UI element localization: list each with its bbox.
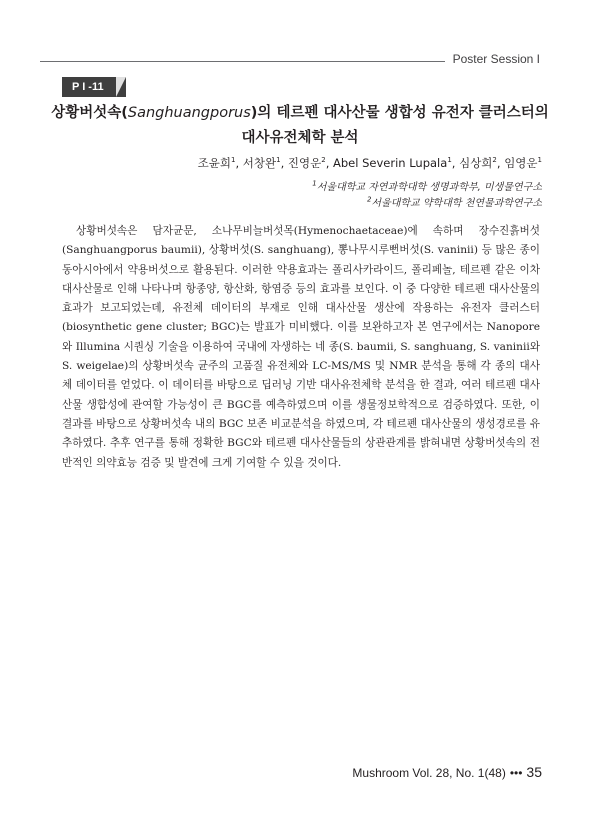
page-footer bbox=[352, 764, 542, 780]
author-name: 진영운 bbox=[287, 156, 322, 170]
author-name: 임영운 bbox=[504, 156, 538, 170]
affiliation-text: 서울대학교 자연과학대학 생명과학부, 미생물연구소 bbox=[316, 182, 542, 193]
author-name: 조윤희 bbox=[197, 156, 231, 170]
author-affiliation-mark: 2 bbox=[321, 156, 326, 165]
author-affiliation-mark: 1 bbox=[231, 156, 236, 165]
author-affiliation-mark: 1 bbox=[447, 156, 452, 165]
session-label: Poster Session I bbox=[452, 52, 540, 66]
paper-title bbox=[40, 101, 560, 151]
author-affiliation-mark: 1 bbox=[537, 156, 542, 165]
author-affiliation-mark: 2 bbox=[492, 156, 497, 165]
author-name: 서창완 bbox=[242, 156, 277, 170]
affiliation-mark: 1 bbox=[312, 179, 317, 188]
affiliation-1 bbox=[312, 178, 542, 193]
title-prefix: 상황버섯속( bbox=[51, 105, 128, 121]
poster-id-tab-fold bbox=[116, 77, 126, 97]
title-genus: Sanghuangporus bbox=[127, 105, 251, 121]
abstract-body: 상황버섯속은 담자균문, 소나무비늘버섯목(Hymenochaetaceae)에 속하며 장수진흙버섯(Sanghuangporus baumii), 상황버섯(S. sanghuang), 뽕나무시루뻔버섯(S. vaninii) 등 많은 종이 동아시아에서 약용버섯으로 활용된다. 이러한 약용효과는 폴리사카라이드, 폴리페놀, 테르펜 같은 이차 대사산물로 인해 나타나며 항종양, 항산화, 항염증 등의 효과를 보인다. 이 중 다양한 테르펜 대사산물의 효과가 보고되었는데, 유전체 데이터의 부재로 인해 대사산물 생산에 작용하는 유전자 클러스터(biosynthetic gene cluster; BGC)는 발표가 미비했다. 이를 보완하고자 본 연구에서는 Nanopore와 Illumina 시퀀싱 기술을 이용하여 국내에 자생하는 네 종(S. baumii, S. sanghuang, S. vaninii와 S. weigelae)의 상황버섯속 균주의 고품질 유전체와 LC-MS/MS 및 NMR 분석을 통해 각 종의 대사체 데이터를 얻었다. 이 데이터를 바탕으로 딥러닝 기반 대사유전체학 분석을 한 결과, 여러 테르펜 대사산물 생합성에 관여할 가능성이 큰 BGC를 예측하였으며 이를 생물정보학적으로 검증하였다. 또한, 이 결과를 바탕으로 상황버섯속 내의 BGC 보존 비교분석을 하였으며, 각 테르펜 대사산물의 생성경로를 유추하였다. 추후 연구를 통해 정확한 BGC와 테르펜 대사산물들의 상관관계를 밝혀내면 상황버섯속의 전반적인 의약효능 검증 및 발견에 크게 기여할 수 있을 것이다. bbox=[62, 225, 540, 469]
author-affiliation-mark: 1 bbox=[276, 156, 281, 165]
header-rule bbox=[40, 61, 445, 62]
poster-id-tab: P I -11 bbox=[62, 77, 126, 97]
affiliation-mark: 2 bbox=[366, 195, 372, 204]
author-name: 심상희 bbox=[459, 156, 493, 170]
affiliation-text: 서울대학교 약학대학 천연물과학연구소 bbox=[371, 198, 542, 209]
journal-citation: Mushroom Vol. 28, No. 1(48) bbox=[352, 766, 506, 780]
author-list: 조윤희$^1$, 서창완$^1$, 진영운$^2$, Abel Severin Lupala$^1$, 심상희$^2$, 임영운$^1$ bbox=[197, 156, 542, 170]
page-number: 35 bbox=[526, 764, 542, 780]
title-line-2: 대사유전체학 분석 bbox=[241, 130, 359, 146]
affiliation-2 bbox=[367, 194, 542, 209]
author-name: Abel Severin Lupala bbox=[333, 156, 448, 170]
title-suffix: )의 테르펜 대사산물 생합성 유전자 클러스터의 bbox=[250, 105, 549, 121]
footer-dots: ••• bbox=[509, 766, 523, 780]
